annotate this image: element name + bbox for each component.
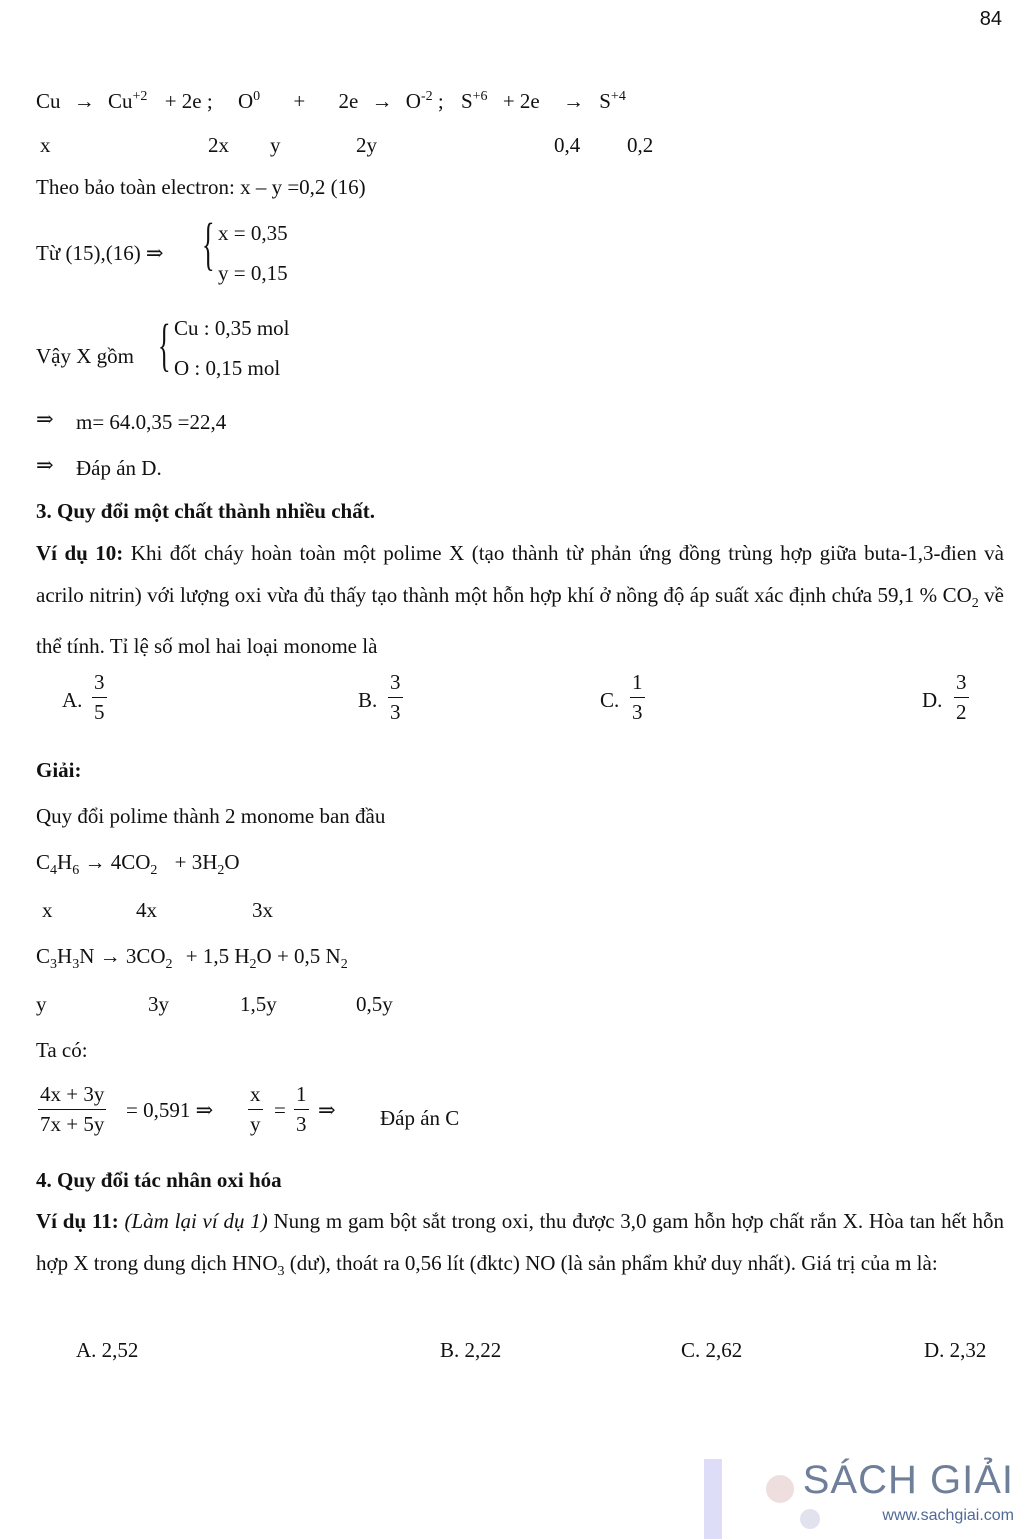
option-c-letter: C. <box>600 688 620 712</box>
arrow-icon: → <box>73 89 95 113</box>
coef-r2-3y: 3y <box>148 992 169 1016</box>
s-electrons: + 2e <box>502 89 540 113</box>
example-10-label: Ví dụ 10: <box>36 541 124 565</box>
composition-lead: Vậy X gồm <box>36 344 134 368</box>
solution-label: Giải: <box>36 758 82 782</box>
option-a-fraction: $\frac{3}{5}$ <box>94 670 105 724</box>
brace-icon: { <box>158 312 171 377</box>
option-b-letter: B. <box>358 688 378 712</box>
option-d-fraction: $\frac{3}{2}$ <box>956 670 967 724</box>
option-11-c: C. 2,62 <box>681 1338 743 1362</box>
example-11: Ví dụ 11: (Làm lại ví dụ 1) Nung m gam bột sắt trong oxi, thu được 3,0 gam hỗn hợp chất rắn X. Hòa tan hết hỗn hợp X trong dung dịch $HNO_3$ (dư), thoát ra 0,56 lít (đktc) NO (là sản phẩm khử duy nhất). Giá trị của m là: <box>36 1209 1004 1280</box>
conversion-note: Quy đổi polime thành 2 monome ban đầu <box>36 804 386 828</box>
coef-r2-05y: 0,5y <box>356 992 393 1016</box>
composition-o: O : 0,15 mol <box>174 356 281 380</box>
coef-2y: 2y <box>356 133 377 157</box>
section-3-title: 3. Quy đổi một chất thành nhiều chất. <box>36 499 375 523</box>
redox-equation-line: $Cu \to Cu^{+2} + 2e$ ; $O^0 + 2e \to O^{-2}$ ; $S^{+6} + 2e \to S^{+4}$ <box>36 89 626 113</box>
cu2-symbol: Cu <box>108 89 133 113</box>
brace-icon: { <box>202 211 215 276</box>
section-4-title: 4. Quy đổi tác nhân oxi hóa <box>36 1168 282 1192</box>
o-electrons: 2e <box>338 89 359 113</box>
reaction-acrylonitrile: $C_3H_3N \to 3CO_2 + 1,5$ $H_2O + 0,5$ $N_2$ <box>36 944 348 973</box>
option-c-fraction: $\frac{1}{3}$ <box>632 670 643 724</box>
coef-r1-4x: 4x <box>136 898 157 922</box>
m-result: m= 64.0,35 =22,4 <box>76 410 227 434</box>
watermark-url: www.sachgiai.com <box>882 1507 1014 1524</box>
coef-r2-y: y <box>36 992 47 1016</box>
coef-r1-x: x <box>42 898 53 922</box>
cu-electrons: + 2e ; <box>164 89 213 113</box>
o2-symbol: O <box>405 89 421 113</box>
page-number: 84 <box>979 8 1002 30</box>
implies-icon: ⇒ <box>36 407 54 431</box>
reaction-butadiene: $C_4H_6 \to 4CO_2 + 3H_2O$ <box>36 850 240 879</box>
coef-r1-3x: 3x <box>252 898 273 922</box>
coef-04: 0,4 <box>554 133 581 157</box>
option-11-d: D. 2,32 <box>924 1338 987 1362</box>
option-11-a: A. 2,52 <box>76 1338 139 1362</box>
ratio-fraction: $\frac{4x + 3y}{7x + 5y}$ <box>40 1082 105 1136</box>
coef-2x: 2x <box>208 133 229 157</box>
s4-symbol: S <box>599 89 611 113</box>
answer-c: Đáp án C <box>380 1106 460 1130</box>
s6-symbol: S <box>460 89 473 113</box>
implies-icon: ⇒ <box>318 1098 336 1122</box>
coef-02: 0,2 <box>627 133 654 157</box>
one-third-fraction: $\frac{1}{3}$ <box>296 1082 307 1136</box>
system-lead: Từ (15),(16) ⇒ <box>36 241 164 265</box>
coef-y: y <box>270 133 281 157</box>
example-10: Ví dụ 10: Khi đốt cháy hoàn toàn một polime X (tạo thành từ phản ứng đồng trùng hợp giữa buta-1,3-đien và acrilo nitrin) với lượng oxi vừa đủ thấy tạo thành một hỗn hợp khí ở nồng độ áp suất xác định chứa 59,1 % $CO_2$ về thể tính. Tỉ lệ số mol hai loại monome là <box>36 541 1005 659</box>
ta-co: Ta có: <box>36 1038 88 1062</box>
equals-sign: = <box>274 1098 286 1122</box>
composition-cu: Cu : 0,35 mol <box>174 316 290 340</box>
arrow-icon: → <box>371 89 393 113</box>
answer-d: Đáp án D. <box>76 456 162 480</box>
system-y: y = 0,15 <box>218 261 288 285</box>
system-x: x = 0,35 <box>218 221 288 245</box>
example-11-label: Ví dụ 11: <box>36 1209 119 1233</box>
option-b-fraction: $\frac{3}{3}$ <box>390 670 401 724</box>
arrow-icon: → <box>562 89 584 113</box>
coef-r2-15y: 1,5y <box>240 992 277 1016</box>
option-a-letter: A. <box>62 688 83 712</box>
o0-symbol: O <box>237 89 254 113</box>
watermark <box>803 1458 1014 1525</box>
coef-x: x <box>40 133 51 157</box>
electron-balance: Theo bảo toàn electron: x – y =0,2 (16) <box>36 175 366 199</box>
option-d-letter: D. <box>922 688 943 712</box>
watermark-brand: SÁCH GIẢI <box>802 1458 1014 1502</box>
xy-fraction: $\frac{x}{y}$ <box>250 1082 261 1136</box>
ratio-equals: = 0,591 ⇒ <box>126 1098 214 1122</box>
implies-icon: ⇒ <box>36 453 54 477</box>
option-11-b: B. 2,22 <box>440 1338 502 1362</box>
cu-symbol: Cu <box>36 89 61 113</box>
